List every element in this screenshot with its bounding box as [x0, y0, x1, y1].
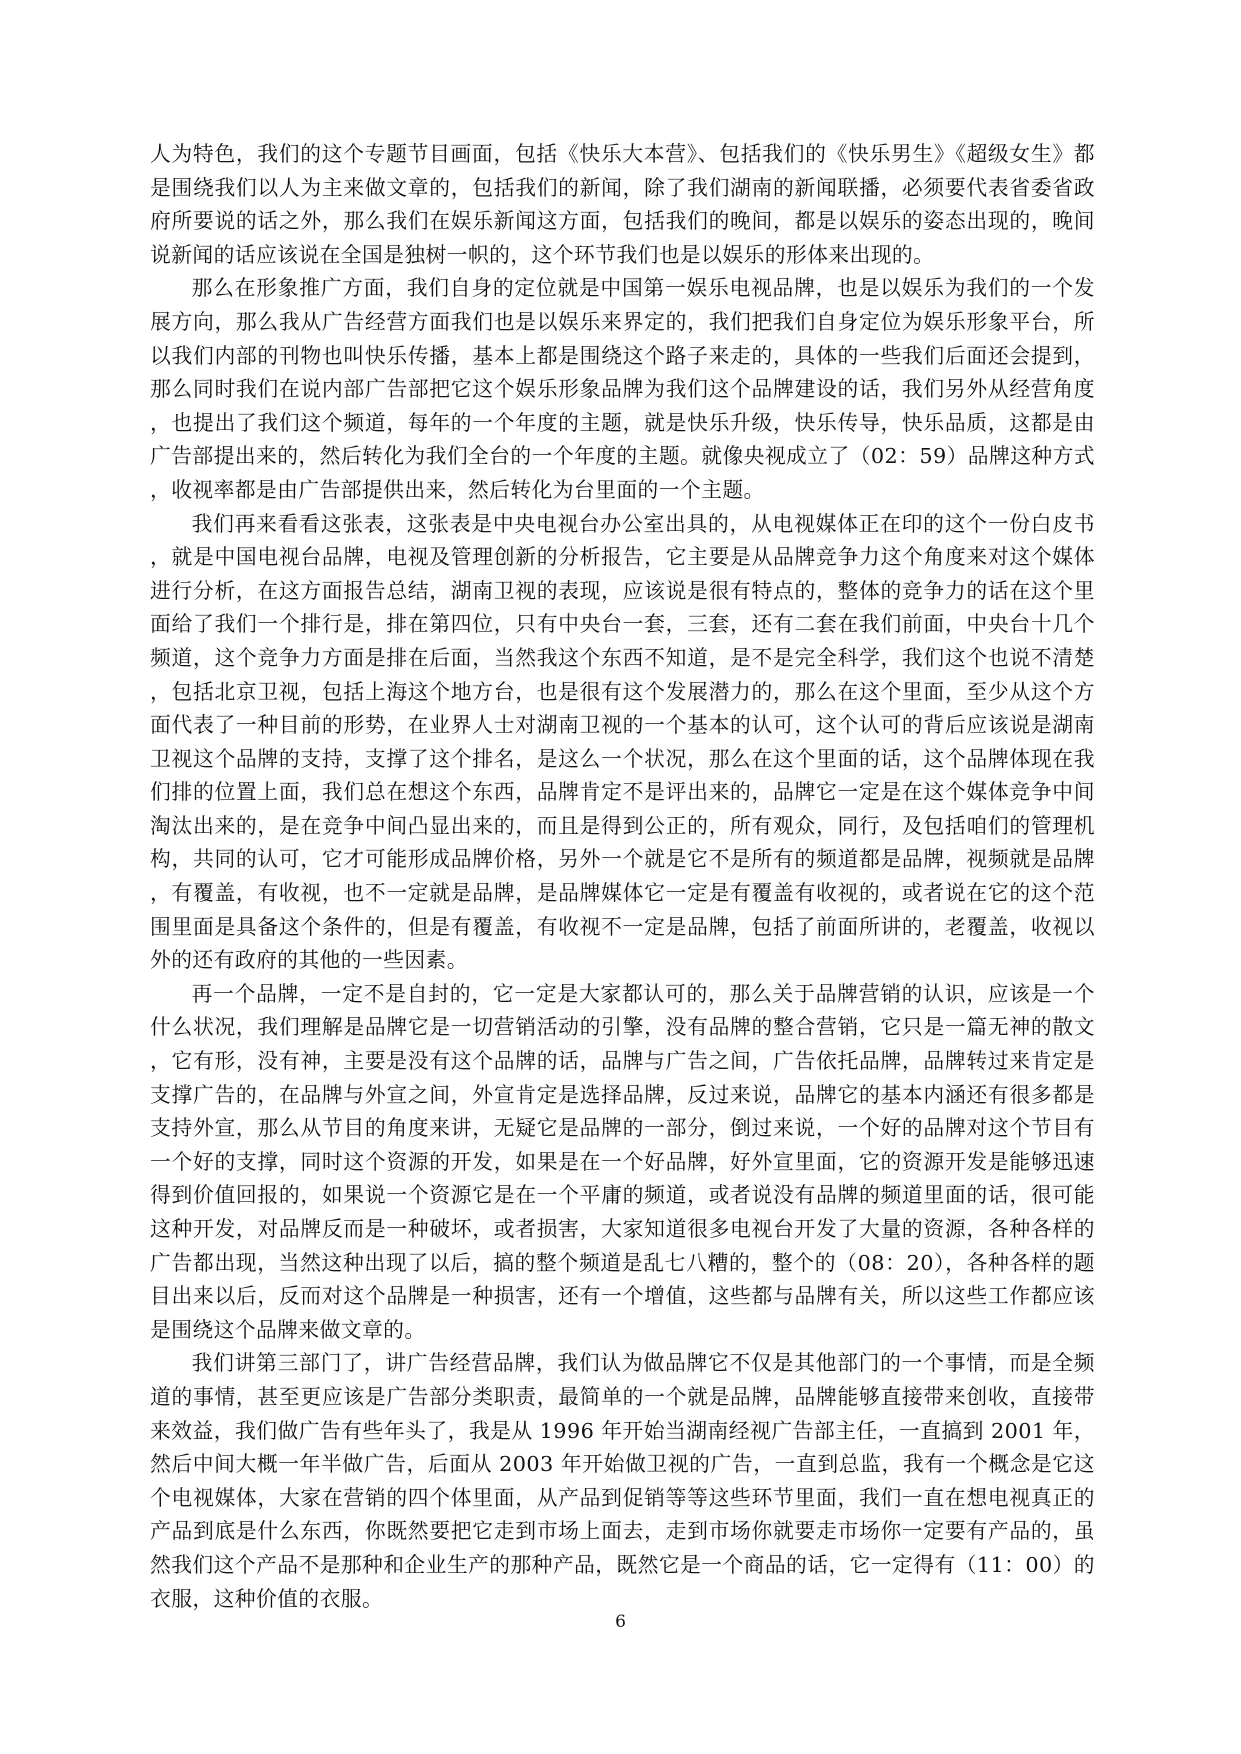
paragraph-5: 我们讲第三部门了，讲广告经营品牌，我们认为做品牌它不仅是其他部门的一个事情，而是全频道的事情，甚至更应该是广告部分类职责，最简单的一个就是品牌，品牌能够直接带来创收，直接带来效益，我们做广告有些年头了，我是从 1996 年开始当湖南经视广告部主任，一直搞到 2001 年，然后中间大概一年半做广告，后面从 2003 年开始做卫视的广告，一直到总监，我有一个概念是它这个电视媒体，大家在营销的四个体里面，从产品到促销等等这些环节里面，我们一直在想电视真正的产品到底是什么东西，你既然要把它走到市场上面去，走到市场你就要走市场你一定要有产品的，虽然我们这个产品不是那种和企业生产的那种产品，既然它是一个商品的话，它一定得有（11：00）的衣服，这种价值的衣服。 — [150, 1351, 1095, 1611]
page-number: 6 — [615, 1612, 626, 1632]
paragraph-2: 那么在形象推广方面，我们自身的定位就是中国第一娱乐电视品牌，也是以娱乐为我们的一个发展方向，那么我从广告经营方面我们也是以娱乐来界定的，我们把我们自身定位为娱乐形象平台，所以我们内部的刊物也叫快乐传播，基本上都是围绕这个路子来走的，具体的一些我们后面还会提到，那么同时我们在说内部广告部把它这个娱乐形象品牌为我们这个品牌建设的话，我们另外从经营角度，也提出了我们这个频道，每年的一个年度的主题，就是快乐升级，快乐传导，快乐品质，这都是由广告部提出来的，然后转化为我们全台的一个年度的主题。就像央视成立了（02：59）品牌这种方式，收视率都是由广告部提供出来，然后转化为台里面的一个主题。 — [150, 276, 1095, 502]
paragraph-1: 人为特色，我们的这个专题节目画面，包括《快乐大本营》、包括我们的《快乐男生》《超级女生》都是围绕我们以人为主来做文章的，包括我们的新闻，除了我们湖南的新闻联播，必须要代表省委省政府所要说的话之外，那么我们在娱乐新闻这方面，包括我们的晚间，都是以娱乐的姿态出现的，晚间说新闻的话应该说在全国是独树一帜的，这个环节我们也是以娱乐的形体来出现的。 — [150, 142, 1095, 267]
paragraph-3: 我们再来看看这张表，这张表是中央电视台办公室出具的，从电视媒体正在印的这个一份白皮书，就是中国电视台品牌，电视及管理创新的分析报告，它主要是从品牌竞争力这个角度来对这个媒体进行分析，在这方面报告总结，湖南卫视的表现，应该说是很有特点的，整体的竞争力的话在这个里面给了我们一个排行是，排在第四位，只有中央台一套，三套，还有二套在我们前面，中央台十几个频道，这个竞争力方面是排在后面，当然我这个东西不知道，是不是完全科学，我们这个也说不清楚，包括北京卫视，包括上海这个地方台，也是很有这个发展潜力的，那么在这个里面，至少从这个方面代表了一种目前的形势，在业界人士对湖南卫视的一个基本的认可，这个认可的背后应该说是湖南卫视这个品牌的支持，支撑了这个排名，是这么一个状况，那么在这个里面的话，这个品牌体现在我们排的位置上面，我们总在想这个东西，品牌肯定不是评出来的，品牌它一定是在这个媒体竞争中间淘汰出来的，是在竞争中间凸显出来的，而且是得到公正的，所有观众，同行，及包括咱们的管理机构，共同的认可，它才可能形成品牌价格，另外一个就是它不是所有的频道都是品牌，视频就是品牌，有覆盖，有收视，也不一定就是品牌，是品牌媒体它一定是有覆盖有收视的，或者说在它的这个范围里面是具备这个条件的，但是有覆盖，有收视不一定是品牌，包括了前面所讲的，老覆盖，收视以外的还有政府的其他的一些因素。 — [150, 511, 1095, 973]
body-text — [150, 138, 1095, 1616]
paragraph-4: 再一个品牌，一定不是自封的，它一定是大家都认可的，那么关于品牌营销的认识，应该是一个什么状况，我们理解是品牌它是一切营销活动的引擎，没有品牌的整合营销，它只是一篇无神的散文，它有形，没有神，主要是没有这个品牌的话，品牌与广告之间，广告依托品牌，品牌转过来肯定是支撑广告的，在品牌与外宣之间，外宣肯定是选择品牌，反过来说，品牌它的基本内涵还有很多都是支持外宣，那么从节目的角度来讲，无疑它是品牌的一部分，倒过来说，一个好的品牌对这个节目有一个好的支撑，同时这个资源的开发，如果是在一个好品牌，好外宣里面，它的资源开发是能够迅速得到价值回报的，如果说一个资源它是在一个平庸的频道，或者说没有品牌的频道里面的话，很可能这种开发，对品牌反而是一种破坏，或者损害，大家知道很多电视台开发了大量的资源，各种各样的广告都出现，当然这种出现了以后，搞的整个频道是乱七八糟的，整个的（08：20），各种各样的题目出来以后，反而对这个品牌是一种损害，还有一个增值，这些都与品牌有关，所以这些工作都应该是围绕这个品牌来做文章的。 — [150, 981, 1095, 1342]
